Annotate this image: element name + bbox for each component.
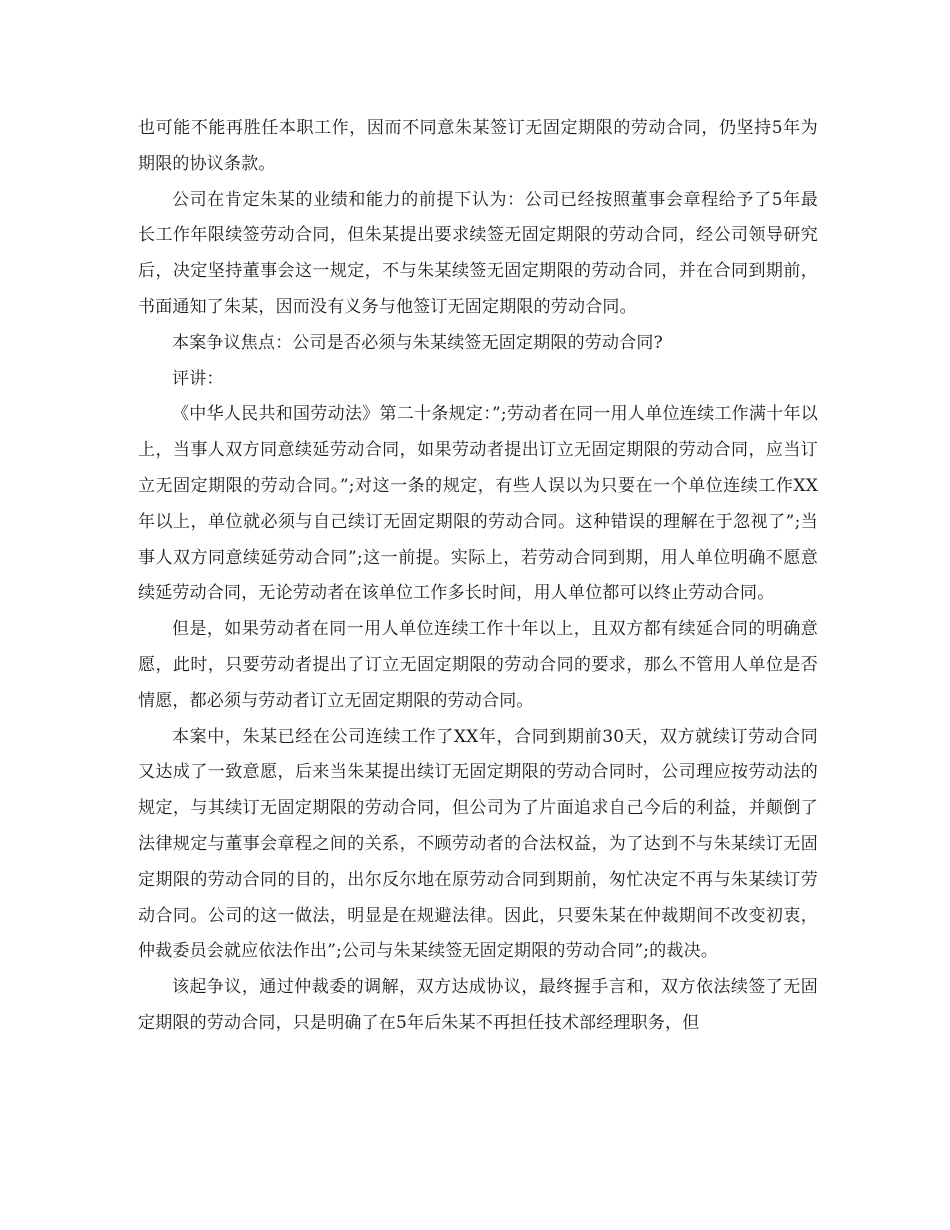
paragraph-labor-law-article: 《中华人民共和国劳动法》第二十条规定：”;劳动者在同一用人单位连续工作满十年以上，当事人双方同意续延劳动合同，如果劳动者提出订立无固定期限的劳动合同，应当订立无固定期限的劳动合同。”;对这一条的规定，有些人误以为只要在一个单位连续工作XX年以上，单位就必须与自己续订无固定期限的劳动合同。这种错误的理解在于忽视了”;当事人双方同意续延劳动合同”;这一前提。实际上，若劳动合同到期，用人单位明确不愿意续延劳动合同，无论劳动者在该单位工作多长时间，用人单位都可以终止劳动合同。 bbox=[138, 404, 818, 604]
paragraph-resolution: 该起争议，通过仲裁委的调解，双方达成协议，最终握手言和，双方依法续签了无固定期限的劳动合同，只是明确了在5年后朱某不再担任技术部经理职务，但 bbox=[138, 977, 818, 1033]
paragraph-dispute-focus: 本案争议焦点：公司是否必须与朱某续签无固定期限的劳动合同? bbox=[172, 332, 663, 353]
paragraph-however: 但是，如果劳动者在同一用人单位连续工作十年以上，且双方都有续延合同的明确意愿，此时，只要劳动者提出了订立无固定期限的劳动合同的要求，那么不管用人单位是否情愿，都必须与劳动者订立无固定期限的劳动合同。 bbox=[138, 619, 818, 711]
paragraph-company-position: 公司在肯定朱某的业绩和能力的前提下认为：公司已经按照董事会章程给予了5年最长工作年限续签劳动合同，但朱某提出要求续签无固定期限的劳动合同，经公司领导研究后，决定坚持董事会这一规定，不与朱某续签无固定期限的劳动合同，并在合同到期前，书面通知了朱某，因而没有义务与他签订无固定期限的劳动合同。 bbox=[138, 189, 818, 317]
paragraph-case-analysis: 本案中，朱某已经在公司连续工作了XX年，合同到期前30天，双方就续订劳动合同又达成了一致意愿，后来当朱某提出续订无固定期限的劳动合同时，公司理应按劳动法的规定，与其续订无固定期限的劳动合同，但公司为了片面追求自己今后的利益，并颠倒了法律规定与董事会章程之间的关系，不顾劳动者的合法权益，为了达到不与朱某续订无固定期限的劳动合同的目的，出尔反尔地在原劳动合同到期前，匆忙决定不再与朱某续订劳动合同。公司的这一做法，明显是在规避法律。因此，只要朱某在仲裁期间不改变初衷，仲裁委员会就应依法作出”;公司与朱某续签无固定期限的劳动合同”;的裁决。 bbox=[138, 726, 818, 962]
paragraph-commentary-heading: 评讲： bbox=[172, 368, 224, 389]
paragraph-continuation: 也可能不能再胜任本职工作，因而不同意朱某签订无固定期限的劳动合同，仍坚持5年为期限的协议条款。 bbox=[138, 118, 818, 174]
document-body bbox=[138, 111, 818, 1042]
